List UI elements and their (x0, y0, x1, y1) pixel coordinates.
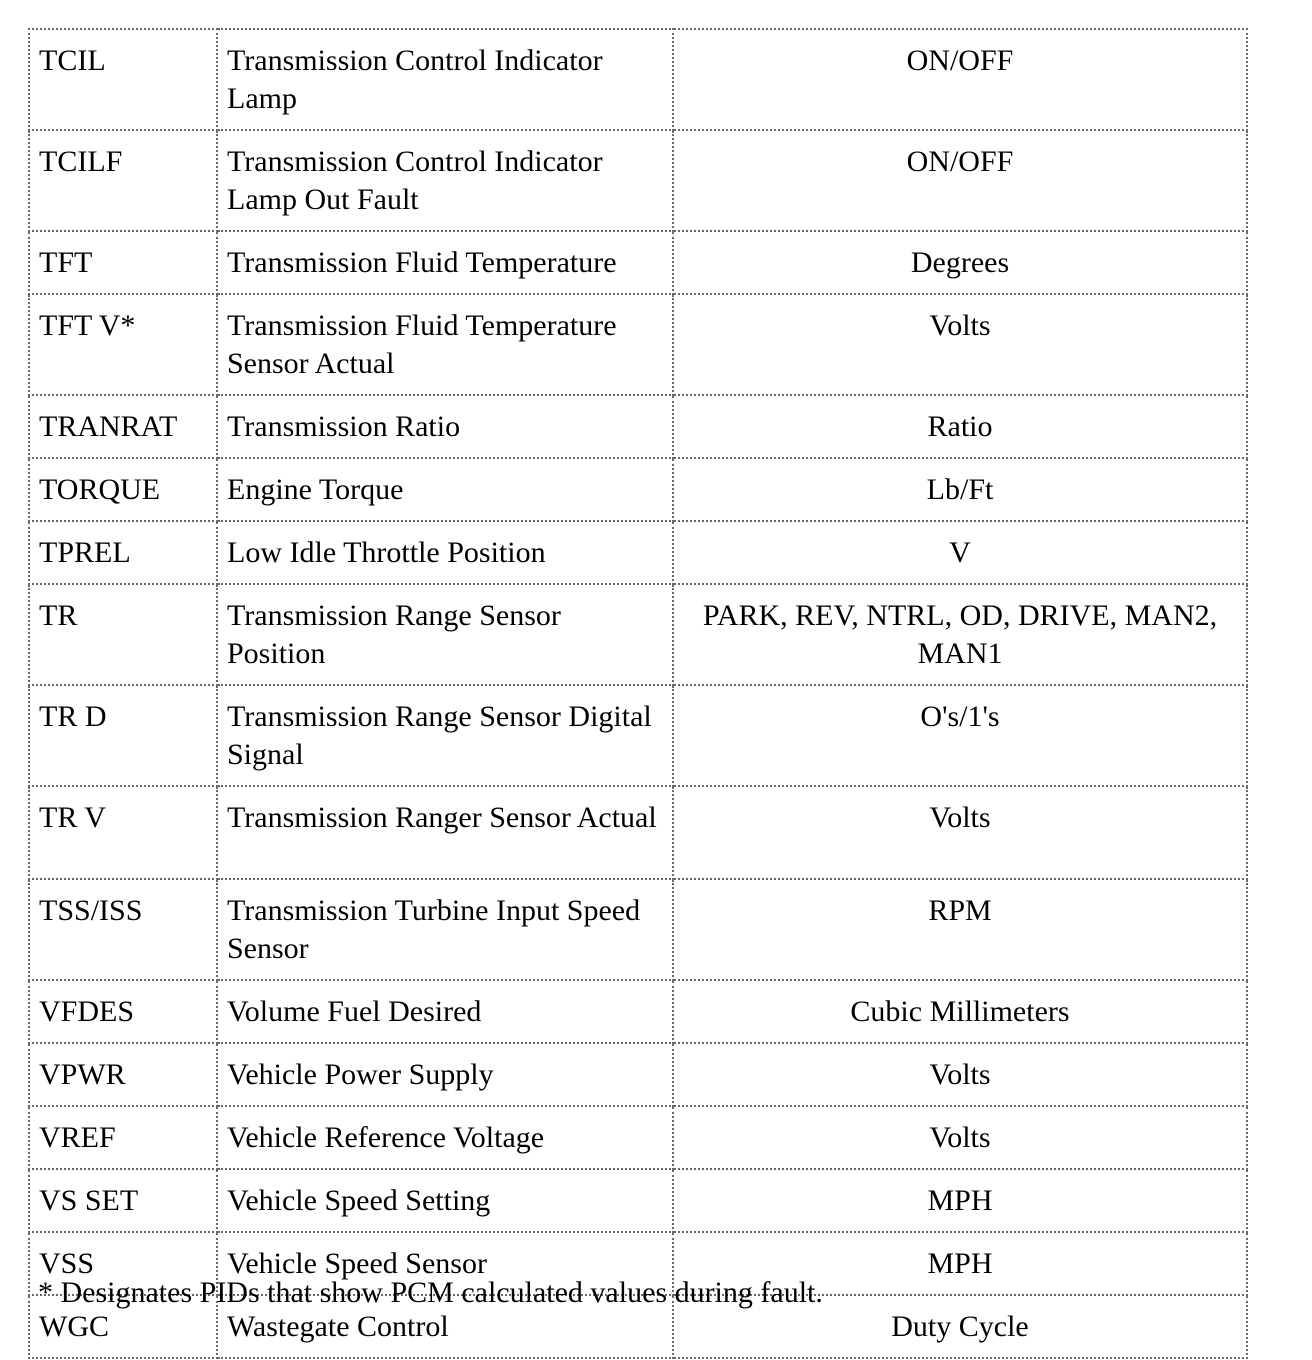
units-cell: Degrees (673, 231, 1247, 294)
description-cell: Transmission Control Indicator Lamp Out Fault (217, 130, 673, 231)
description-cell: Vehicle Power Supply (217, 1043, 673, 1106)
units-cell: V (673, 521, 1247, 584)
description-cell: Vehicle Speed Setting (217, 1169, 673, 1232)
units-cell: Volts (673, 1043, 1247, 1106)
description-cell: Wastegate Control (217, 1295, 673, 1358)
units-cell: Cubic Millimeters (673, 980, 1247, 1043)
table-row (29, 130, 1247, 231)
description-cell: Transmission Range Sensor Position (217, 584, 673, 685)
description-cell: Transmission Ranger Sensor Actual (217, 786, 673, 879)
units-cell: Ratio (673, 395, 1247, 458)
table-row (29, 231, 1247, 294)
units-cell: ON/OFF (673, 130, 1247, 231)
pid-cell: TPREL (29, 521, 217, 584)
units-cell: O's/1's (673, 685, 1247, 786)
pid-cell: TR (29, 584, 217, 685)
units-cell: Volts (673, 294, 1247, 395)
footnote: * Designates PIDs that show PCM calculated values during fault. (38, 1276, 823, 1309)
pid-cell: VSS (29, 1232, 217, 1295)
table-row (29, 879, 1247, 980)
table-row (29, 395, 1247, 458)
units-cell: Lb/Ft (673, 458, 1247, 521)
pid-cell: VS SET (29, 1169, 217, 1232)
units-cell: RPM (673, 879, 1247, 980)
description-cell: Transmission Fluid Temperature (217, 231, 673, 294)
units-cell: MPH (673, 1232, 1247, 1295)
pid-cell: TCIL (29, 29, 217, 130)
pid-cell: VPWR (29, 1043, 217, 1106)
description-cell: Transmission Fluid Temperature Sensor Actual (217, 294, 673, 395)
units-cell: MPH (673, 1169, 1247, 1232)
units-cell: Duty Cycle (673, 1295, 1247, 1358)
pid-cell: TR V (29, 786, 217, 879)
description-cell: Transmission Control Indicator Lamp (217, 29, 673, 130)
table-row (29, 29, 1247, 130)
table-row (29, 786, 1247, 879)
description-cell: Vehicle Speed Sensor (217, 1232, 673, 1295)
pid-cell: VFDES (29, 980, 217, 1043)
table-row (29, 1043, 1247, 1106)
units-cell: Volts (673, 786, 1247, 879)
description-cell: Engine Torque (217, 458, 673, 521)
pid-cell: TSS/ISS (29, 879, 217, 980)
pid-table-body (29, 29, 1247, 1358)
pid-cell: VREF (29, 1106, 217, 1169)
table-row (29, 1106, 1247, 1169)
description-cell: Vehicle Reference Voltage (217, 1106, 673, 1169)
units-cell: Volts (673, 1106, 1247, 1169)
description-cell: Transmission Ratio (217, 395, 673, 458)
pid-cell: TFT V* (29, 294, 217, 395)
pid-cell: TRANRAT (29, 395, 217, 458)
table-row (29, 685, 1247, 786)
pid-cell: TORQUE (29, 458, 217, 521)
pid-cell: WGC (29, 1295, 217, 1358)
description-cell: Volume Fuel Desired (217, 980, 673, 1043)
description-cell: Transmission Range Sensor Digital Signal (217, 685, 673, 786)
table-row (29, 521, 1247, 584)
table-row (29, 980, 1247, 1043)
pid-cell: TR D (29, 685, 217, 786)
units-cell: ON/OFF (673, 29, 1247, 130)
description-cell: Low Idle Throttle Position (217, 521, 673, 584)
description-cell: Transmission Turbine Input Speed Sensor (217, 879, 673, 980)
pid-table (28, 28, 1248, 1359)
table-row (29, 1169, 1247, 1232)
units-cell: PARK, REV, NTRL, OD, DRIVE, MAN2, MAN1 (673, 584, 1247, 685)
pid-cell: TFT (29, 231, 217, 294)
table-row (29, 458, 1247, 521)
pid-cell: TCILF (29, 130, 217, 231)
table-row (29, 294, 1247, 395)
table-row (29, 584, 1247, 685)
